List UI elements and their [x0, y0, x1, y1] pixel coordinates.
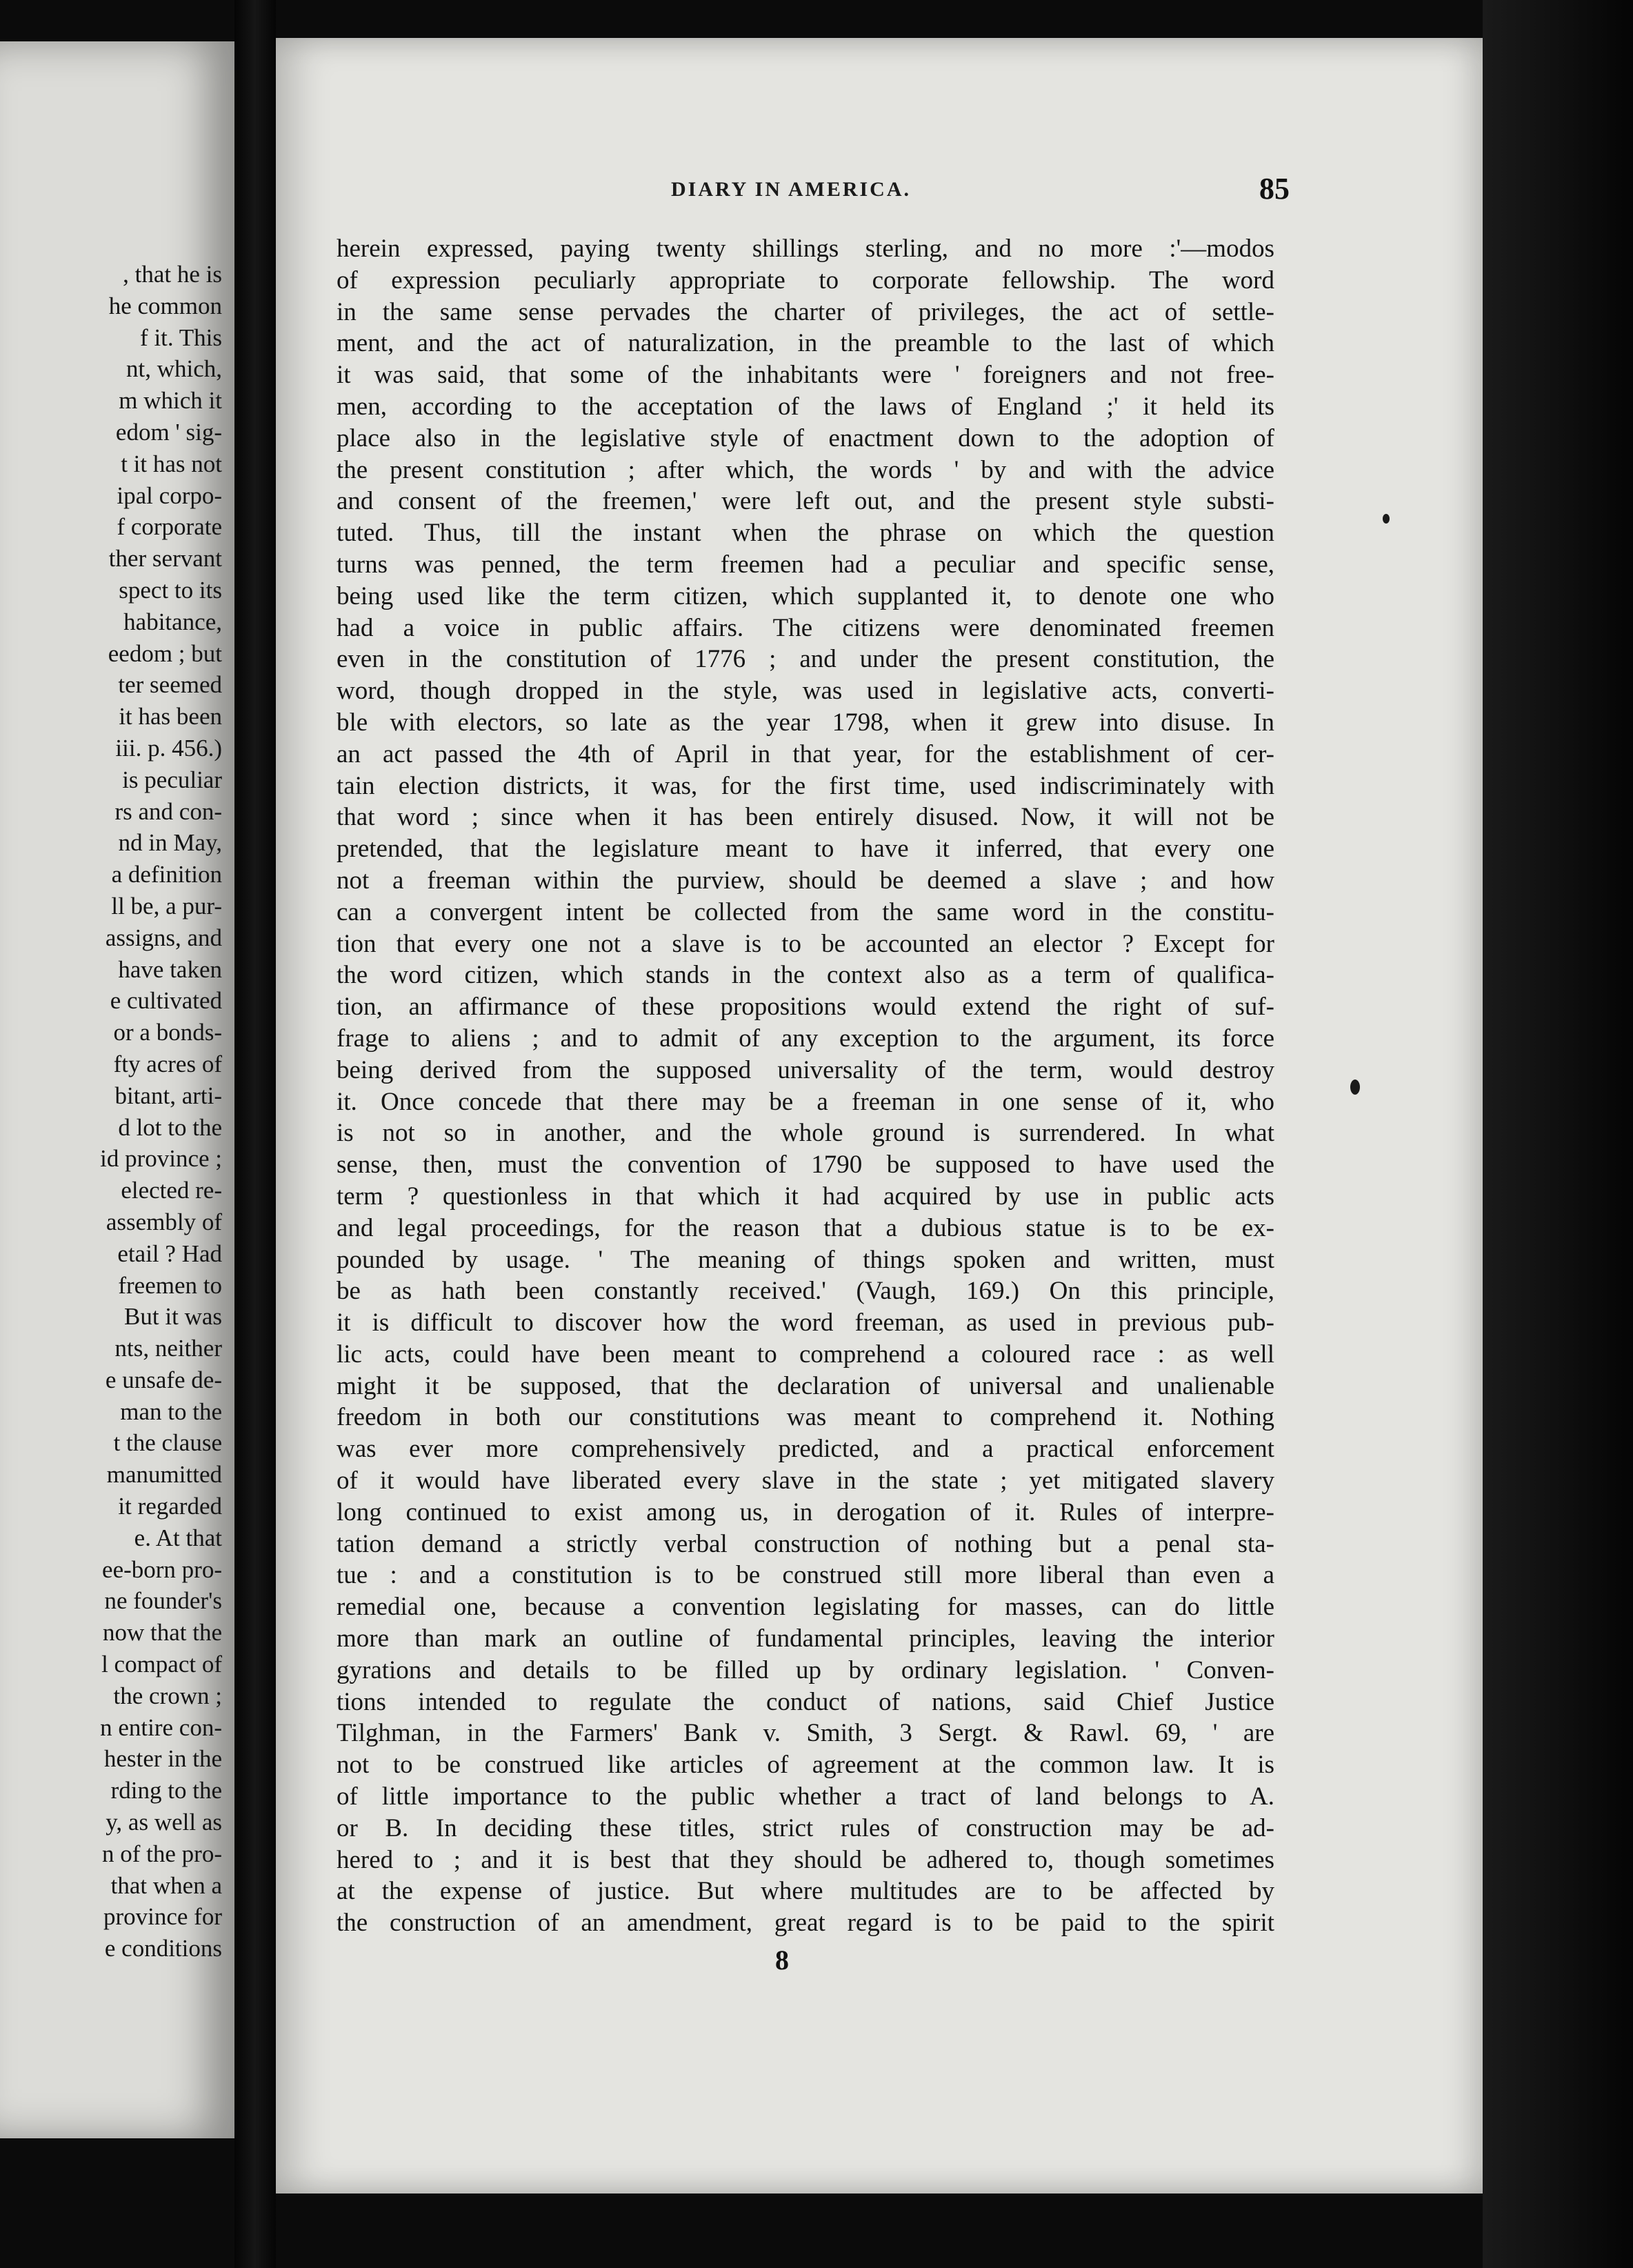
body-line: might it be supposed, that the declaration of universal and unalienable	[337, 1371, 1274, 1400]
body-line: lic acts, could have been meant to comprehend a coloured race : as well	[337, 1340, 1274, 1369]
left-page-line: it regarded	[118, 1493, 222, 1520]
body-line: word, though dropped in the style, was used in legislative acts, converti-	[337, 677, 1274, 706]
body-line: freedom in both our constitutions was meant to comprehend it. Nothing	[337, 1403, 1274, 1432]
body-line: tion that every one not a slave is to be accounted an elector ? Except for	[337, 929, 1274, 958]
body-line: not a freeman within the purview, should be deemed a slave ; and how	[337, 866, 1274, 895]
body-line: tue : and a constitution is to be construed still more liberal than even a	[337, 1561, 1274, 1590]
left-page-line: hester in the	[103, 1745, 222, 1773]
left-page-line: elected re-	[121, 1177, 222, 1204]
body-line: that word ; since when it has been entirely disused. Now, it will not be	[337, 803, 1274, 832]
body-line: and legal proceedings, for the reason that a dubious statue is to be ex-	[337, 1213, 1274, 1242]
body-line: in the same sense pervades the charter of privileges, the act of settle-	[337, 297, 1274, 326]
body-line: had a voice in public affairs. The citizens were denominated freemen	[337, 613, 1274, 642]
left-page-line: iii. p. 456.)	[115, 734, 222, 762]
left-page-line: id province ;	[100, 1145, 222, 1173]
left-page-line: ipal corpo-	[117, 481, 222, 509]
left-page-line: rs and con-	[114, 797, 222, 825]
body-line: of expression peculiarly appropriate to corporate fellowship. The word	[337, 266, 1274, 295]
page-number: 85	[1259, 172, 1290, 206]
left-page-line: f corporate	[117, 513, 222, 541]
left-page-line: e. At that	[134, 1524, 222, 1551]
body-line: being used like the term citizen, which supplanted it, to denote one who	[337, 581, 1274, 610]
body-line: can a convergent intent be collected from the same word in the constitu-	[337, 897, 1274, 926]
left-page-line: e unsafe de-	[105, 1366, 222, 1393]
left-page-line: t it has not	[121, 450, 222, 477]
ink-speck	[1383, 514, 1390, 524]
body-line: frage to aliens ; and to admit of any exception to the argument, its force	[337, 1024, 1274, 1053]
body-line: more than mark an outline of fundamental principles, leaving the interior	[337, 1624, 1274, 1653]
signature-mark: 8	[775, 1944, 789, 1976]
body-line: of it would have liberated every slave in the state ; yet mitigated slavery	[337, 1466, 1274, 1495]
left-page-line: e conditions	[104, 1935, 222, 1962]
body-line: is not so in another, and the whole ground is surrendered. In what	[337, 1119, 1274, 1148]
left-page-text	[100, 259, 222, 1964]
body-line: be as hath been constantly received.' (Vaugh, 169.) On this principle,	[337, 1277, 1274, 1306]
left-page-line: a definition	[111, 861, 222, 888]
body-line: of little importance to the public whether a tract of land belongs to A.	[337, 1782, 1274, 1811]
body-line: turns was penned, the term freemen had a peculiar and specific sense,	[337, 550, 1274, 579]
left-page-line: nts, neither	[114, 1335, 222, 1362]
body-line: being derived from the supposed universality of the term, would destroy	[337, 1055, 1274, 1084]
body-line: it is difficult to discover how the word freeman, as used in previous pub-	[337, 1309, 1274, 1337]
body-line: it was said, that some of the inhabitants were ' foreigners and not free-	[337, 361, 1274, 390]
body-line: sense, then, must the convention of 1790 be supposed to have used the	[337, 1151, 1274, 1180]
body-line: and consent of the freemen,' were left out, and the present style substi-	[337, 487, 1274, 516]
body-line: Tilghman, in the Farmers' Bank v. Smith, 3 Sergt. & Rawl. 69, ' are	[337, 1719, 1274, 1748]
body-line: ment, and the act of naturalization, in the preamble to the last of which	[337, 329, 1274, 358]
left-page-line: nd in May,	[118, 829, 222, 857]
body-line: place also in the legislative style of enactment down to the adoption of	[337, 424, 1274, 452]
body-line: remedial one, because a convention legislating for masses, can do little	[337, 1593, 1274, 1622]
left-page-line: ne founder's	[104, 1587, 222, 1615]
left-page-line: habitance,	[123, 608, 222, 635]
left-page-line: manumitted	[106, 1461, 222, 1489]
page-header	[337, 172, 1290, 210]
left-page-line: edom ' sig-	[115, 418, 222, 446]
left-page-line: or a bonds-	[113, 1019, 222, 1046]
body-line: pounded by usage. ' The meaning of things spoken and written, must	[337, 1245, 1274, 1274]
body-line: the present constitution ; after which, the words ' by and with the advice	[337, 455, 1274, 484]
left-page-line: fty acres of	[113, 1050, 222, 1077]
body-line: was ever more comprehensively predicted, and a practical enforcement	[337, 1435, 1274, 1464]
body-line: long continued to exist among us, in derogation of it. Rules of interpre-	[337, 1498, 1274, 1526]
body-line: it. Once concede that there may be a freeman in one sense of it, who	[337, 1087, 1274, 1116]
left-page-line: assigns, and	[105, 924, 222, 951]
ink-speck	[1350, 1080, 1360, 1095]
left-page-line: eedom ; but	[108, 639, 222, 667]
left-page-line: etail ? Had	[117, 1240, 222, 1267]
left-page-line: , that he is	[123, 261, 222, 288]
left-page-line: l compact of	[101, 1651, 222, 1678]
left-page-line: the crown ;	[113, 1682, 222, 1709]
left-page-line: bitant, arti-	[114, 1082, 222, 1109]
left-page-line: assembly of	[106, 1208, 222, 1235]
left-page-line: ee-born pro-	[102, 1555, 222, 1583]
left-page-line: n entire con-	[100, 1713, 222, 1741]
body-line: pretended, that the legislature meant to have it inferred, that every one	[337, 835, 1274, 864]
book-gutter	[234, 0, 276, 2268]
left-page-line: n of the pro-	[102, 1840, 222, 1867]
left-page-line: that when a	[110, 1871, 222, 1899]
running-title: DIARY IN AMERICA.	[671, 178, 912, 201]
left-page-line: nt, which,	[126, 355, 222, 383]
left-page-line: is peculiar	[122, 766, 222, 793]
left-page-line: ll be, a pur-	[111, 892, 222, 919]
body-text	[337, 233, 1274, 1939]
body-line: even in the constitution of 1776 ; and under the present constitution, the	[337, 645, 1274, 674]
left-page-line: it has been	[119, 703, 222, 730]
body-line: tions intended to regulate the conduct of nations, said Chief Justice	[337, 1687, 1274, 1716]
body-line: the construction of an amendment, great regard is to be paid to the spirit	[337, 1909, 1274, 1938]
left-page-line: rding to the	[110, 1777, 222, 1804]
body-line: term ? questionless in that which it had acquired by use in public acts	[337, 1182, 1274, 1211]
body-line: hered to ; and it is best that they should be adhered to, though sometimes	[337, 1845, 1274, 1874]
left-page-line: he common	[108, 292, 222, 319]
left-page-line: spect to its	[119, 576, 222, 604]
left-facing-page	[0, 41, 234, 2138]
body-line: the word citizen, which stands in the context also as a term of qualifica-	[337, 961, 1274, 990]
body-line: tation demand a strictly verbal construction of nothing but a penal sta-	[337, 1529, 1274, 1558]
left-page-line: province for	[103, 1903, 222, 1931]
body-line: ble with electors, so late as the year 1798, when it grew into disuse. In	[337, 708, 1274, 737]
left-page-line: t the clause	[113, 1429, 222, 1457]
body-line: or B. In deciding these titles, strict rules of construction may be ad-	[337, 1813, 1274, 1842]
body-line: men, according to the acceptation of the laws of England ;' it held its	[337, 392, 1274, 421]
body-line: tion, an affirmance of these propositions would extend the right of suf-	[337, 993, 1274, 1022]
left-page-line: e cultivated	[110, 987, 222, 1015]
body-line: gyrations and details to be filled up by ordinary legislation. ' Conven-	[337, 1655, 1274, 1684]
left-page-line: freemen to	[118, 1271, 222, 1299]
left-page-line: d lot to the	[118, 1113, 222, 1141]
body-line: at the expense of justice. But where multitudes are to be affected by	[337, 1877, 1274, 1906]
left-page-line: y, as well as	[106, 1809, 222, 1836]
left-page-line: ter seemed	[118, 671, 222, 699]
page-edge-shadow	[1483, 0, 1633, 2268]
body-line: tuted. Thus, till the instant when the phrase on which the question	[337, 519, 1274, 548]
body-line: not to be construed like articles of agreement at the common law. It is	[337, 1751, 1274, 1780]
left-page-line: ther servant	[108, 545, 222, 573]
left-page-line: But it was	[124, 1303, 222, 1331]
body-line: herein expressed, paying twenty shillings sterling, and no more :'—modos	[337, 235, 1274, 263]
left-page-line: have taken	[118, 955, 222, 983]
body-line: an act passed the 4th of April in that year, for the establishment of cer-	[337, 739, 1274, 768]
left-page-line: now that the	[102, 1619, 222, 1647]
left-page-line: m which it	[119, 387, 222, 415]
left-page-line: f it. This	[140, 324, 222, 351]
body-line: tain election districts, it was, for the first time, used indiscriminately with	[337, 771, 1274, 800]
left-page-line: man to the	[120, 1397, 222, 1425]
